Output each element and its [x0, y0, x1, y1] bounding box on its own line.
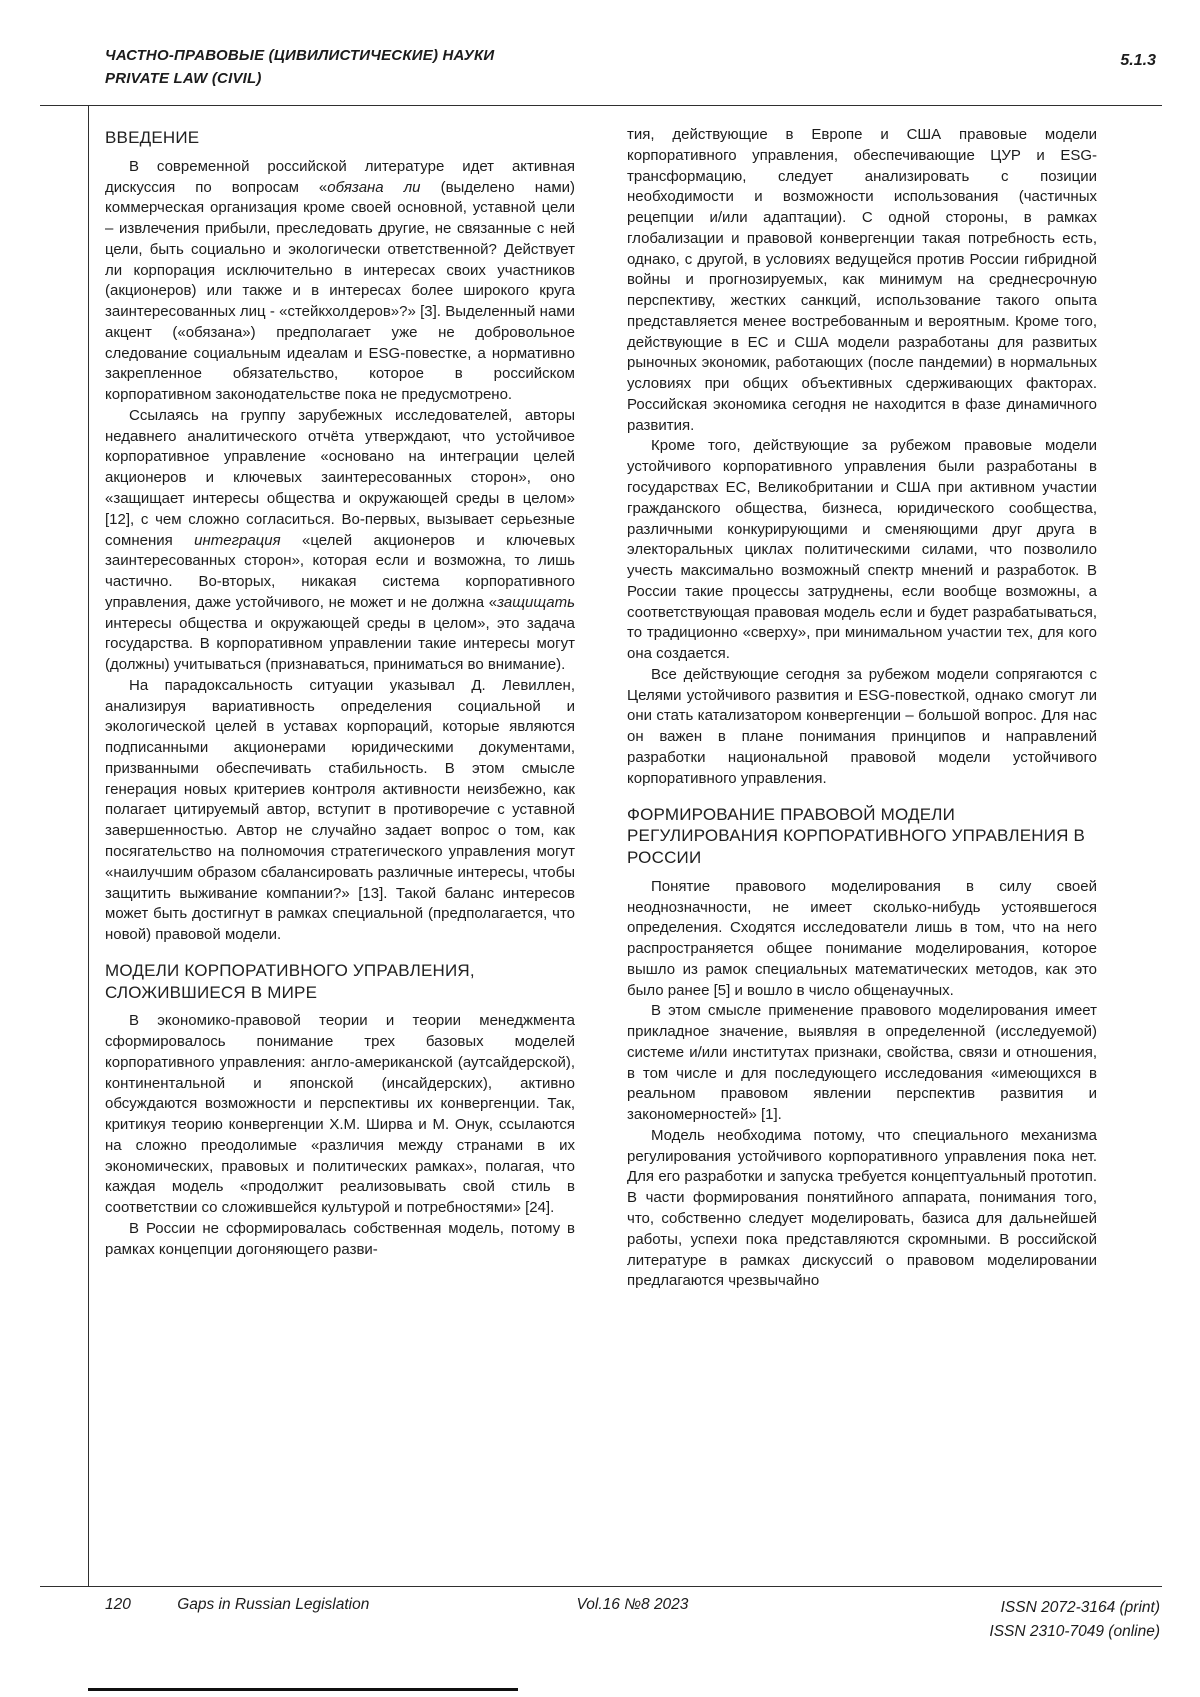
paragraph-intro-2: Ссылаясь на группу зарубежных исследователей, авторы недавнего аналитического отчёта утверждают, что устойчивое корпоративное управление «основано на интеграции целей акционеров и ключевых заинтересованных сторон», оно «защищает интересы общества и окружающей среды в целом» [12], с чем сложно согласиться. Во-первых, вызывает серьезные сомнения интеграция «целей акционеров и ключевых заинтересованных сторон», которая если и возможна, то лишь частично. Во-вторых, никакая система корпоративного управления, даже устойчивого, не может и не должна «защищать интересы общества и окружающей среды в целом», это задача государства. В корпоративном управлении такие интересы могут (должны) учитываться (признаваться, приниматься во внимание). — [105, 406, 575, 674]
left-margin-rule — [88, 105, 89, 1586]
paragraph-formation-1: Понятие правового моделирования в силу своей неоднозначности, не имеет сколько-нибудь устоявшегося определения. Сходятся исследователи лишь в том, что на него распространяется общее понимание моделирования, которое вышло из рамок специальных математических методов, как это было ранее [5] и вошло в число общенаучных. — [627, 877, 1097, 999]
issn-print: ISSN 2072-3164 (print) — [1000, 1599, 1160, 1616]
paragraph-models-1: В экономико-правовой теории и теории менеджмента сформировалось понимание трех базовых моделей корпоративного управления: англо-американской (аутсайдерской), континентальной и японской (инсайдерских), активно обсуждаются возможности и перспективы их конвергенции. Так, критикуя теорию конвергенции Х.М. Ширва и М. Онук, ссылаются на сложно преодолимые «различия между странами в их экономических, правовых и политических рамках», полагая, что каждая модель «продолжит реализовывать свой стиль в соответствии со сложившейся культурой и потребностями» [24]. — [105, 1012, 575, 1217]
footer-left — [105, 1596, 369, 1614]
section-heading-models: МОДЕЛИ КОРПОРАТИВНОГО УПРАВЛЕНИЯ, СЛОЖИВШИЕСЯ В МИРЕ — [105, 960, 475, 1002]
paragraph-models-2-continued: тия, действующие в Европе и США правовые модели корпоративного управления, обеспечивающие ЦУР и ESG-трансформацию, следует анализировать с позиции необходимости и возможности использования (частичных рецепции и/или адаптации). С одной стороны, в рамках глобализации и правовой конвергенции такая потребность есть, однако, с другой, в условиях ведущейся против России гибридной войны и прогнозируемых, как минимум на среднесрочную перспективу, жестких санкций, использование такого опыта представляется менее востребованным и вероятным. Кроме того, действующие в ЕС и США модели разработаны для развитых рыночных экономик, работающих (после пандемии) в нормальных условиях при общих объективных сдерживающих факторах. Российская экономика сегодня не находится в фазе динамичного развития. — [627, 126, 1097, 434]
running-head-ru: ЧАСТНО-ПРАВОВЫЕ (ЦИВИЛИСТИЧЕСКИЕ) НАУКИ — [105, 47, 495, 64]
page-footer — [105, 1596, 1160, 1644]
issn-block — [989, 1596, 1160, 1644]
paragraph-models-2: В России не сформировалась собственная модель, потому в рамках концепции догоняющего разви- — [105, 1220, 575, 1258]
footer-rule — [40, 1586, 1162, 1587]
journal-title: Gaps in Russian Legislation — [177, 1596, 370, 1613]
section-heading-formation: ФОРМИРОВАНИЕ ПРАВОВОЙ МОДЕЛИ РЕГУЛИРОВАНИЯ КОРПОРАТИВНОГО УПРАВЛЕНИЯ В РОССИИ — [627, 804, 1086, 867]
paragraph-intro-1: В современной российской литературе идет активная дискуссия по вопросам «обязана ли (выделено нами) коммерческая организация кроме своей основной, уставной цели – извлечения прибыли, преследовать другие, не связанные с ней цели, быть социально и экологически ответственной? Действует ли корпорация исключительно в интересах своих участников (акционеров) или также и в интересах более широкого круга заинтересованных лиц - «стейкхолдеров»?» [3]. Выделенный нами акцент («обязана») предполагает уже не добровольное следование социальным идеалам и ESG-повестке, а нормативно закрепленное обязательство, которое в российском корпоративном законодательстве пока не предусмотрено. — [105, 157, 576, 404]
right-column — [627, 125, 1097, 1292]
specialty-code: 5.1.3 — [1120, 52, 1156, 69]
header-rule — [40, 105, 1162, 106]
article-body — [105, 125, 1097, 1292]
section-heading-introduction: ВВЕДЕНИЕ — [105, 128, 200, 147]
paragraph-models-4: Все действующие сегодня за рубежом модели сопрягаются с Целями устойчивого развития и ESG-повесткой, однако смогут ли они стать катализатором конвергенции – большой вопрос. Для нас он важен в плане понимания принципов и направлений разработки национальной правовой модели устойчивого корпоративного управления. — [627, 665, 1097, 787]
issn-online: ISSN 2310-7049 (online) — [989, 1623, 1160, 1641]
paragraph-formation-3: Модель необходима потому, что специального механизма регулирования устойчивого корпоративного управления пока нет. Для его разработки и запуска требуется концептуальный прототип. В части формирования понятийного аппарата, понимания того, что, собственно следует моделировать, базиса для дальнейшей работы, успехи пока представляются скромными. В российской литературе в рамках дискуссий о правовом моделировании предлагаются чрезвычайно — [627, 1126, 1097, 1290]
running-head-en: PRIVATE LAW (CIVIL) — [105, 70, 262, 88]
paragraph-intro-3: На парадоксальность ситуации указывал Д. Левиллен, анализируя вариативность определения социальной и экологической целей в уставах корпораций, которые являются подписанными акционерами юридическими документами, призванными обеспечивать стабильность. В этом смысле генерация новых критериев контроля активности неизбежно, как полагает цитируемый автор, вступит в противоречие с уставной завершенностью. Автор не случайно задает вопрос о том, как посягательство на полномочия стратегического управления могут «наилучшим образом сбалансировать различные интересы, чтобы защитить выживание компании?» [13]. Такой баланс интересов может быть достигнут в рамках специальной (предполагается, что новой) правовой модели. — [105, 676, 575, 944]
volume-issue: Vol.16 №8 2023 — [576, 1596, 689, 1613]
paragraph-models-3: Кроме того, действующие за рубежом правовые модели устойчивого корпоративного управления были разработаны в государствах ЕС, Великобритании и США при активном участии гражданского общества, бизнеса, юридического сообщества, различными конкурирующими и сменяющими друг друга в электоральных циклах политическими силами, что позволило учесть максимально возможный спектр мнений и разработок. В России такие процессы затруднены, если вообще возможны, а соответствующая правовая модель если и будет разрабатываться, то традиционно «сверху», при минимальном участии тех, для кого она создается. — [627, 437, 1097, 663]
bottom-edge-mark — [88, 1688, 518, 1691]
paragraph-formation-2: В этом смысле применение правового моделирования имеет прикладное значение, выявляя в определенной (исследуемой) системе и/или институтах признаки, свойства, связи и отношения, в том числе и для последующего исследования «имеющихся в реальном правовом явлении перспектив развития и закономерностей» [1]. — [627, 1002, 1097, 1124]
running-head — [105, 44, 494, 91]
left-column — [105, 125, 575, 1292]
page-number: 120 — [105, 1596, 131, 1613]
